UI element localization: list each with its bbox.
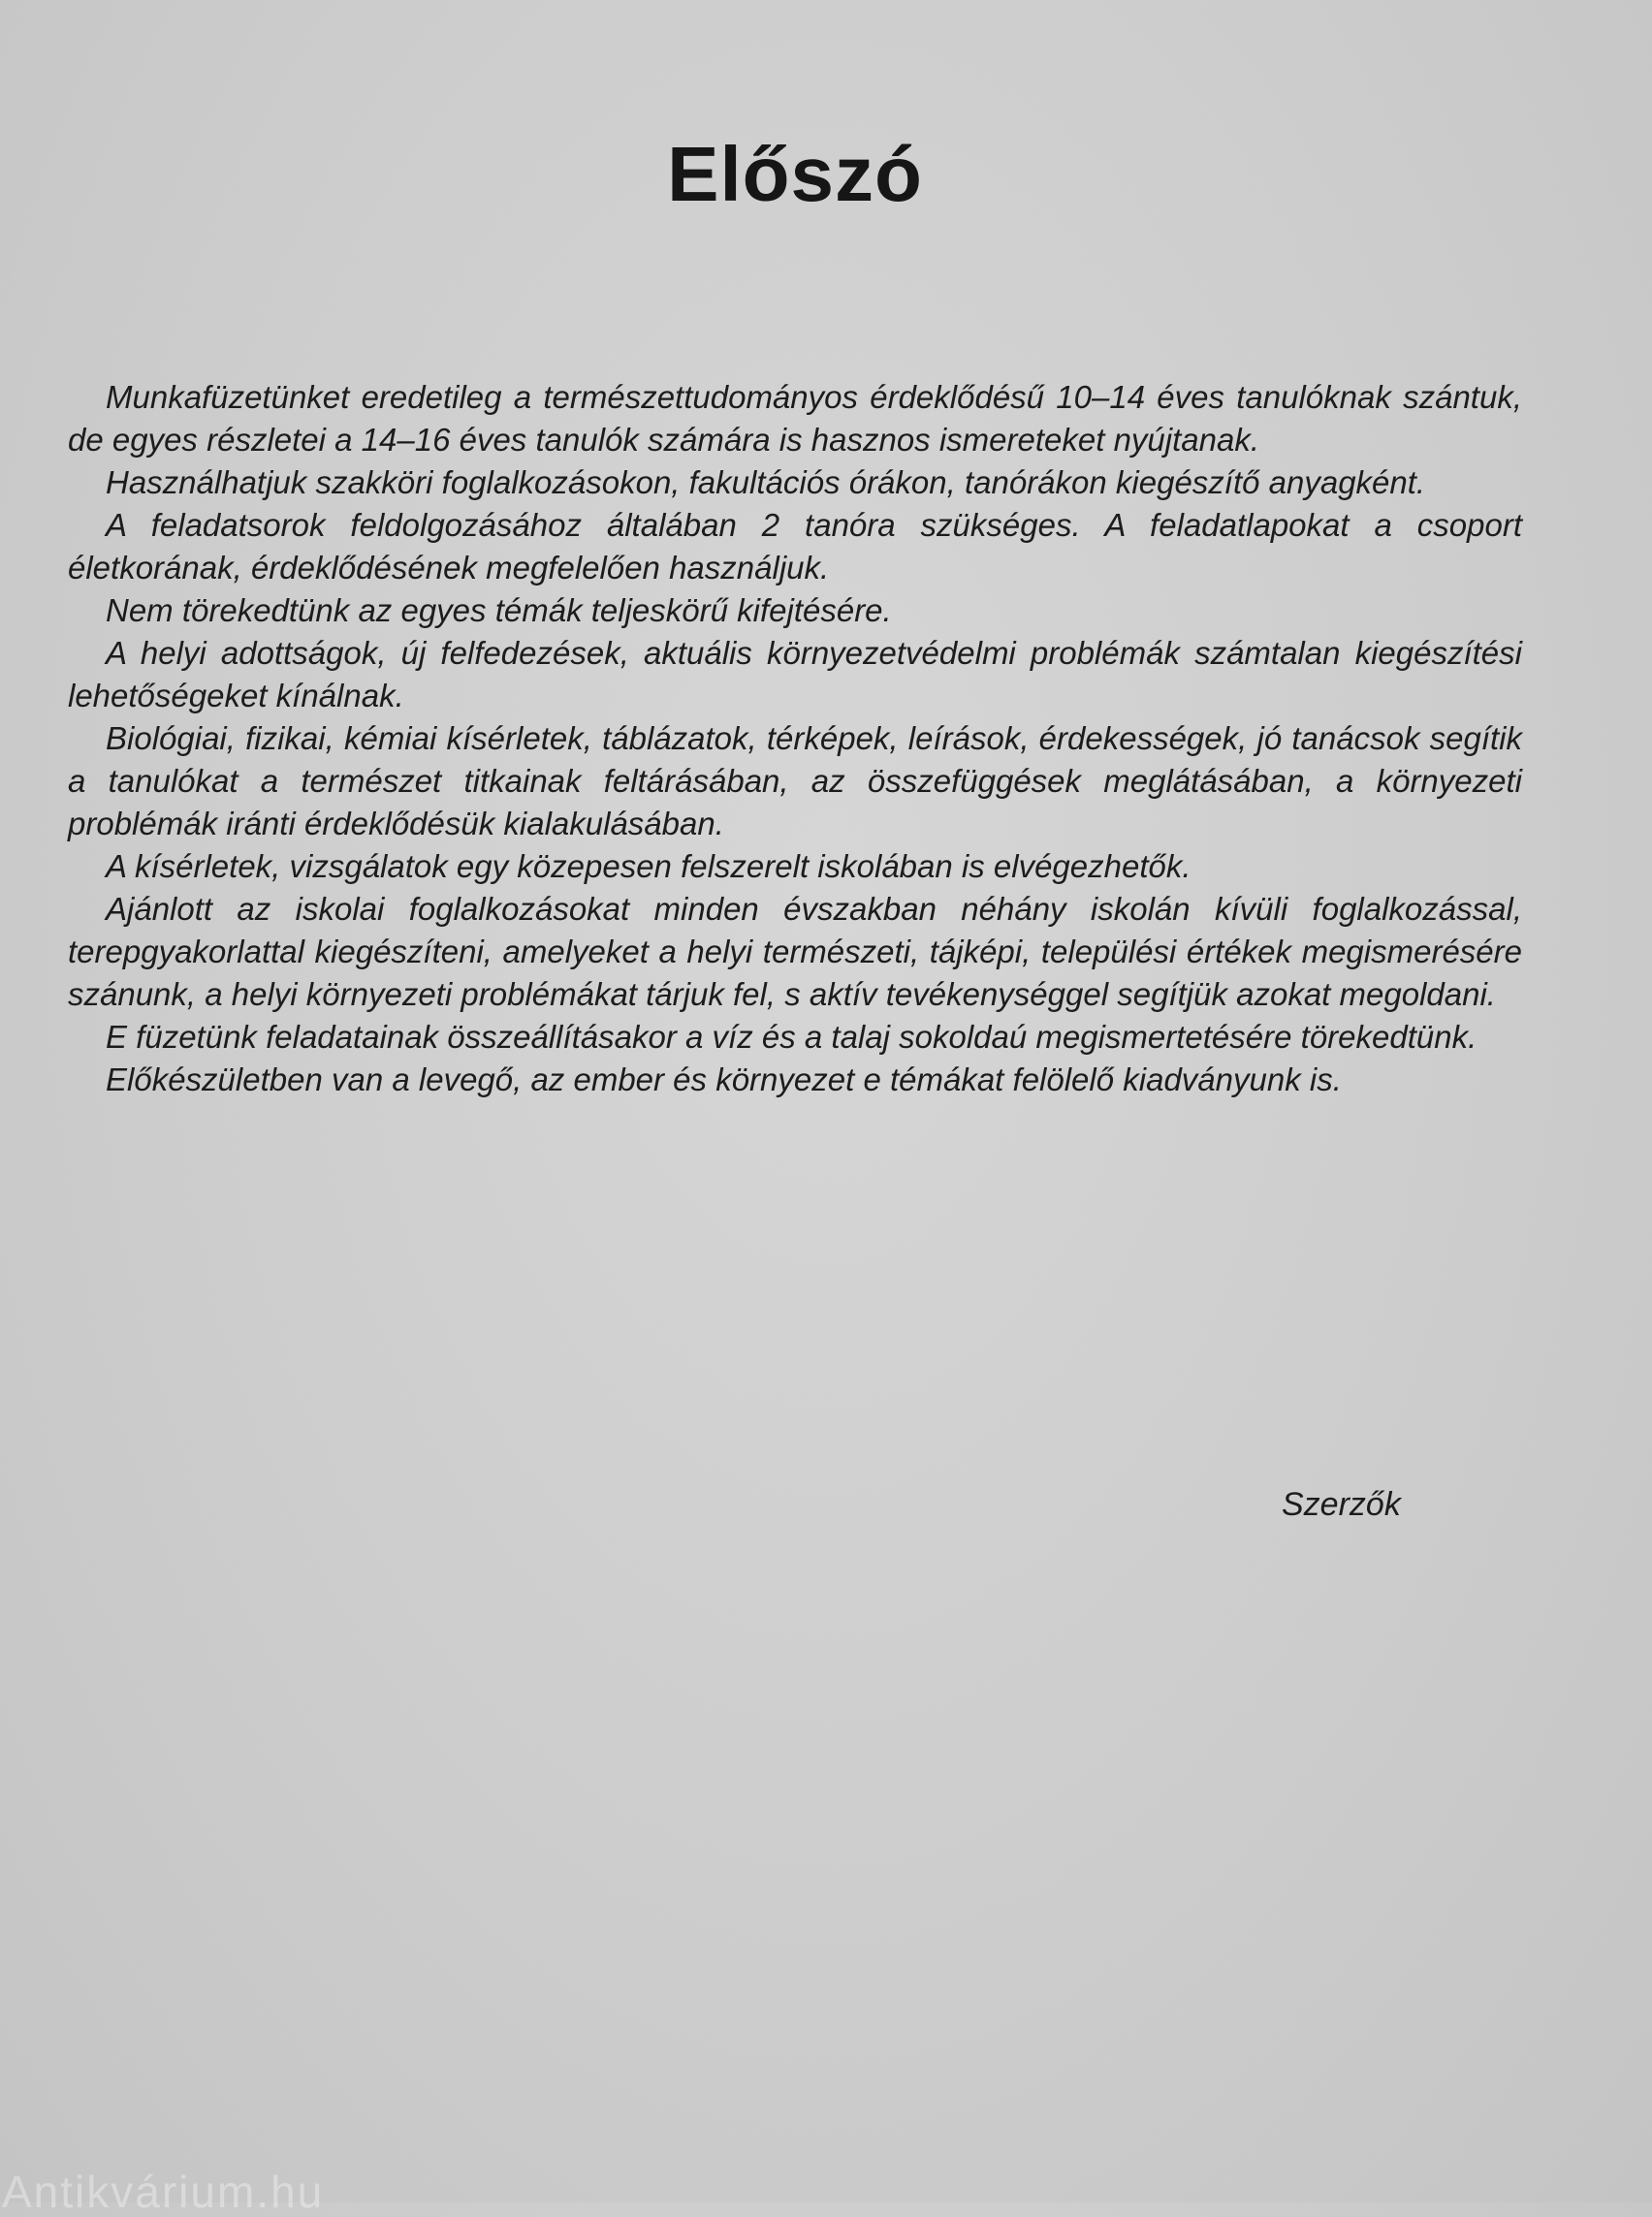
paragraph: A feladatsorok feldolgozásához általában 2 tanóra szükséges. A feladatlapokat a csoport életkorának, érdeklődésének megfelelően használjuk.: [68, 507, 1522, 586]
paragraph: E füzetünk feladatainak összeállításakor a víz és a talaj sokoldaú megismertetésére törekedtünk.: [106, 1019, 1477, 1055]
paragraph: Nem törekedtünk az egyes témák teljeskörű kifejtésére.: [106, 592, 892, 628]
paragraph: Használhatjuk szakköri foglalkozásokon, fakultációs órákon, tanórákon kiegészítő anyagként.: [106, 464, 1426, 500]
paragraph: Előkészületben van a levegő, az ember és környezet e témákat felölelő kiadványunk is.: [106, 1061, 1342, 1097]
paragraph: Munkafüzetünket eredetileg a természettudományos érdeklődésű 10–14 éves tanulóknak szántuk, de egyes részletei a 14–16 éves tanulók számára is hasznos ismereteket nyújtanak.: [68, 379, 1522, 458]
paragraph: Ajánlott az iskolai foglalkozásokat minden évszakban néhány iskolán kívüli foglalkozással, terepgyakorlattal kiegészíteni, amelyeket a helyi természeti, tájképi, települési értékek megismerésére szánunk, a helyi környezeti problémákat tárjuk fel, s aktív tevékenységgel segítjük azokat megoldani.: [68, 891, 1522, 1012]
signature: Szerzők: [1282, 1486, 1401, 1523]
watermark: Antikvárium.hu: [2, 2167, 325, 2217]
preface-body: [68, 376, 1522, 1101]
paragraph: A kísérletek, vizsgálatok egy közepesen felszerelt iskolában is elvégezhetők.: [106, 848, 1191, 884]
page-title: Előszó: [667, 131, 923, 217]
paragraph: A helyi adottságok, új felfedezések, aktuális környezetvédelmi problémák számtalan kiegészítési lehetőségeket kínálnak.: [68, 635, 1522, 713]
paragraph: Biológiai, fizikai, kémiai kísérletek, táblázatok, térképek, leírások, érdekességek, jó tanácsok segítik a tanulókat a természet titkainak feltárásában, az összefüggések meglátásában, a környezeti problémák iránti érdeklődésük kialakulásában.: [68, 720, 1522, 841]
